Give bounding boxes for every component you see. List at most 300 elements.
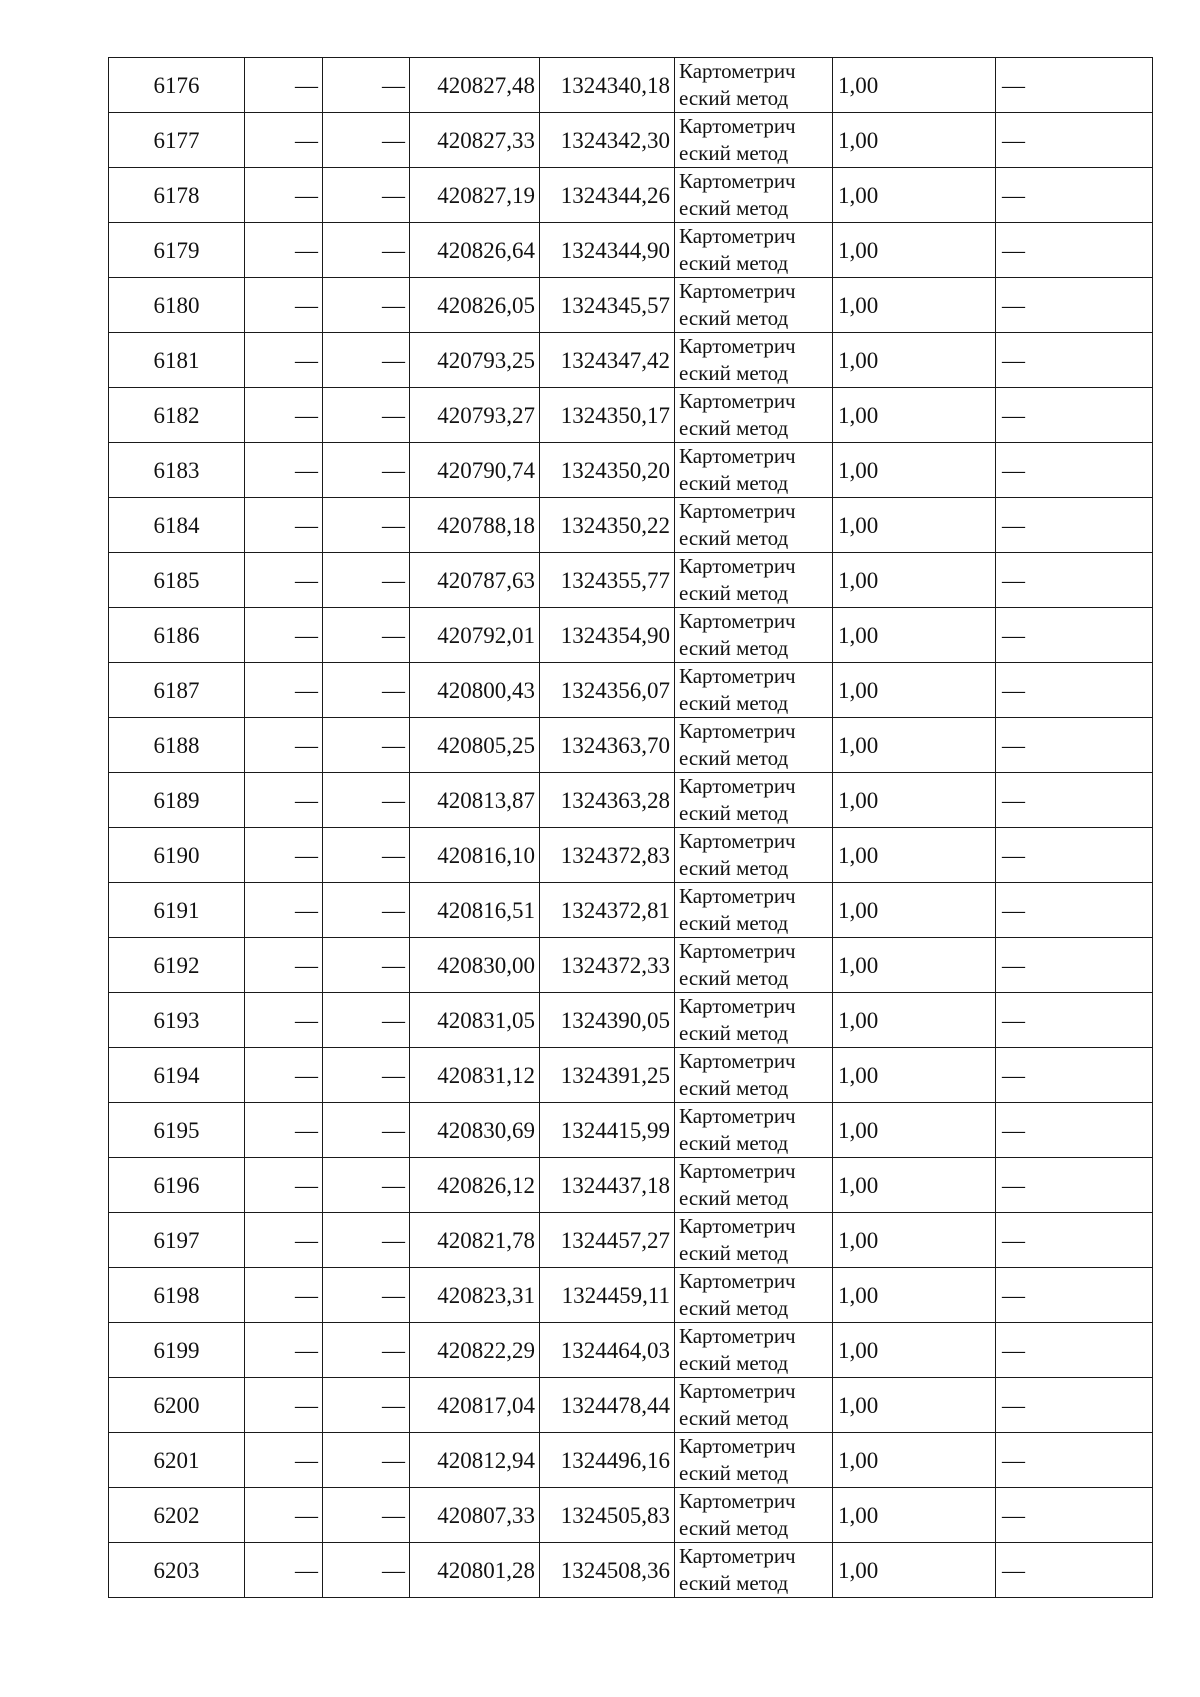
point-number-cell: 6191 bbox=[109, 883, 245, 938]
x-old-cell: — bbox=[245, 608, 323, 663]
method-line-1: Картометрич bbox=[679, 114, 796, 138]
description-cell: — bbox=[996, 608, 1153, 663]
method-line-2: еский метод bbox=[679, 1351, 789, 1375]
method-line-2: еский метод bbox=[679, 1131, 789, 1155]
method-line-1: Картометрич bbox=[679, 1104, 796, 1128]
method-line-1: Картометрич bbox=[679, 59, 796, 83]
table-row bbox=[109, 1213, 1153, 1268]
y-old-cell: — bbox=[323, 718, 410, 773]
point-number-cell: 6179 bbox=[109, 223, 245, 278]
x-old-cell: — bbox=[245, 388, 323, 443]
accuracy-cell: 1,00 bbox=[833, 883, 996, 938]
y-old-cell: — bbox=[323, 553, 410, 608]
accuracy-cell: 1,00 bbox=[833, 1213, 996, 1268]
table-row bbox=[109, 168, 1153, 223]
method-cell bbox=[675, 1213, 833, 1268]
method-line-1: Картометрич bbox=[679, 994, 796, 1018]
description-cell: — bbox=[996, 113, 1153, 168]
x-coordinate-cell: 420805,25 bbox=[410, 718, 540, 773]
accuracy-cell: 1,00 bbox=[833, 113, 996, 168]
x-old-cell: — bbox=[245, 58, 323, 113]
y-old-cell: — bbox=[323, 443, 410, 498]
method-cell bbox=[675, 553, 833, 608]
y-coordinate-cell: 1324355,77 bbox=[540, 553, 675, 608]
point-number-cell: 6190 bbox=[109, 828, 245, 883]
description-cell: — bbox=[996, 1048, 1153, 1103]
method-line-1: Картометрич bbox=[679, 334, 796, 358]
method-line-2: еский метод bbox=[679, 251, 789, 275]
point-number-cell: 6201 bbox=[109, 1433, 245, 1488]
method-line-2: еский метод bbox=[679, 856, 789, 880]
point-number-cell: 6177 bbox=[109, 113, 245, 168]
y-old-cell: — bbox=[323, 168, 410, 223]
x-coordinate-cell: 420826,05 bbox=[410, 278, 540, 333]
y-coordinate-cell: 1324372,83 bbox=[540, 828, 675, 883]
method-line-2: еский метод bbox=[679, 1571, 789, 1595]
accuracy-cell: 1,00 bbox=[833, 773, 996, 828]
point-number-cell: 6184 bbox=[109, 498, 245, 553]
accuracy-cell: 1,00 bbox=[833, 608, 996, 663]
description-cell: — bbox=[996, 828, 1153, 883]
y-old-cell: — bbox=[323, 1323, 410, 1378]
y-coordinate-cell: 1324350,22 bbox=[540, 498, 675, 553]
y-coordinate-cell: 1324342,30 bbox=[540, 113, 675, 168]
accuracy-cell: 1,00 bbox=[833, 1048, 996, 1103]
method-cell bbox=[675, 1433, 833, 1488]
method-line-2: еский метод bbox=[679, 636, 789, 660]
accuracy-cell: 1,00 bbox=[833, 993, 996, 1048]
y-old-cell: — bbox=[323, 58, 410, 113]
y-old-cell: — bbox=[323, 608, 410, 663]
method-cell bbox=[675, 663, 833, 718]
y-old-cell: — bbox=[323, 278, 410, 333]
x-coordinate-cell: 420831,05 bbox=[410, 993, 540, 1048]
y-old-cell: — bbox=[323, 938, 410, 993]
description-cell: — bbox=[996, 1268, 1153, 1323]
method-line-2: еский метод bbox=[679, 1296, 789, 1320]
description-cell: — bbox=[996, 58, 1153, 113]
x-coordinate-cell: 420793,27 bbox=[410, 388, 540, 443]
y-old-cell: — bbox=[323, 1048, 410, 1103]
y-old-cell: — bbox=[323, 1378, 410, 1433]
table-row bbox=[109, 58, 1153, 113]
accuracy-cell: 1,00 bbox=[833, 1488, 996, 1543]
method-line-2: еский метод bbox=[679, 86, 789, 110]
y-coordinate-cell: 1324356,07 bbox=[540, 663, 675, 718]
method-cell bbox=[675, 278, 833, 333]
accuracy-cell: 1,00 bbox=[833, 168, 996, 223]
x-coordinate-cell: 420827,33 bbox=[410, 113, 540, 168]
x-coordinate-cell: 420793,25 bbox=[410, 333, 540, 388]
table-row bbox=[109, 553, 1153, 608]
table-row bbox=[109, 113, 1153, 168]
method-line-2: еский метод bbox=[679, 1241, 789, 1265]
method-cell bbox=[675, 1048, 833, 1103]
y-old-cell: — bbox=[323, 993, 410, 1048]
y-coordinate-cell: 1324478,44 bbox=[540, 1378, 675, 1433]
method-cell bbox=[675, 223, 833, 278]
method-line-1: Картометрич bbox=[679, 1544, 796, 1568]
y-old-cell: — bbox=[323, 1103, 410, 1158]
method-line-1: Картометрич bbox=[679, 1049, 796, 1073]
method-cell bbox=[675, 938, 833, 993]
table-row bbox=[109, 608, 1153, 663]
y-coordinate-cell: 1324340,18 bbox=[540, 58, 675, 113]
point-number-cell: 6186 bbox=[109, 608, 245, 663]
description-cell: — bbox=[996, 993, 1153, 1048]
y-coordinate-cell: 1324344,26 bbox=[540, 168, 675, 223]
x-coordinate-cell: 420816,51 bbox=[410, 883, 540, 938]
point-number-cell: 6199 bbox=[109, 1323, 245, 1378]
method-cell bbox=[675, 113, 833, 168]
method-cell bbox=[675, 828, 833, 883]
x-coordinate-cell: 420826,12 bbox=[410, 1158, 540, 1213]
method-cell bbox=[675, 168, 833, 223]
accuracy-cell: 1,00 bbox=[833, 1433, 996, 1488]
description-cell: — bbox=[996, 1213, 1153, 1268]
x-old-cell: — bbox=[245, 278, 323, 333]
method-line-2: еский метод bbox=[679, 1516, 789, 1540]
accuracy-cell: 1,00 bbox=[833, 1323, 996, 1378]
table-row bbox=[109, 388, 1153, 443]
accuracy-cell: 1,00 bbox=[833, 1543, 996, 1598]
method-line-1: Картометрич bbox=[679, 279, 796, 303]
method-cell bbox=[675, 883, 833, 938]
method-cell bbox=[675, 718, 833, 773]
method-cell bbox=[675, 333, 833, 388]
method-cell bbox=[675, 1543, 833, 1598]
accuracy-cell: 1,00 bbox=[833, 58, 996, 113]
y-old-cell: — bbox=[323, 1543, 410, 1598]
y-coordinate-cell: 1324459,11 bbox=[540, 1268, 675, 1323]
x-coordinate-cell: 420830,00 bbox=[410, 938, 540, 993]
description-cell: — bbox=[996, 1103, 1153, 1158]
accuracy-cell: 1,00 bbox=[833, 223, 996, 278]
x-coordinate-cell: 420787,63 bbox=[410, 553, 540, 608]
method-line-2: еский метод bbox=[679, 416, 789, 440]
y-old-cell: — bbox=[323, 388, 410, 443]
accuracy-cell: 1,00 bbox=[833, 828, 996, 883]
x-old-cell: — bbox=[245, 1158, 323, 1213]
y-coordinate-cell: 1324496,16 bbox=[540, 1433, 675, 1488]
x-coordinate-cell: 420801,28 bbox=[410, 1543, 540, 1598]
method-line-1: Картометрич bbox=[679, 444, 796, 468]
x-old-cell: — bbox=[245, 1103, 323, 1158]
x-coordinate-cell: 420816,10 bbox=[410, 828, 540, 883]
x-coordinate-cell: 420792,01 bbox=[410, 608, 540, 663]
y-coordinate-cell: 1324350,17 bbox=[540, 388, 675, 443]
y-old-cell: — bbox=[323, 663, 410, 718]
y-coordinate-cell: 1324363,28 bbox=[540, 773, 675, 828]
table-row bbox=[109, 1323, 1153, 1378]
method-cell bbox=[675, 993, 833, 1048]
x-coordinate-cell: 420831,12 bbox=[410, 1048, 540, 1103]
description-cell: — bbox=[996, 223, 1153, 278]
description-cell: — bbox=[996, 333, 1153, 388]
method-cell bbox=[675, 1103, 833, 1158]
x-old-cell: — bbox=[245, 1323, 323, 1378]
x-old-cell: — bbox=[245, 333, 323, 388]
method-line-2: еский метод bbox=[679, 526, 789, 550]
method-line-1: Картометрич bbox=[679, 499, 796, 523]
coordinates-table bbox=[108, 57, 1153, 1598]
point-number-cell: 6187 bbox=[109, 663, 245, 718]
accuracy-cell: 1,00 bbox=[833, 1268, 996, 1323]
point-number-cell: 6188 bbox=[109, 718, 245, 773]
method-cell bbox=[675, 1158, 833, 1213]
x-old-cell: — bbox=[245, 443, 323, 498]
x-coordinate-cell: 420812,94 bbox=[410, 1433, 540, 1488]
x-coordinate-cell: 420827,48 bbox=[410, 58, 540, 113]
method-line-2: еский метод bbox=[679, 801, 789, 825]
description-cell: — bbox=[996, 1158, 1153, 1213]
x-old-cell: — bbox=[245, 993, 323, 1048]
x-coordinate-cell: 420790,74 bbox=[410, 443, 540, 498]
method-cell bbox=[675, 773, 833, 828]
accuracy-cell: 1,00 bbox=[833, 1378, 996, 1433]
point-number-cell: 6198 bbox=[109, 1268, 245, 1323]
point-number-cell: 6200 bbox=[109, 1378, 245, 1433]
table-row bbox=[109, 883, 1153, 938]
method-line-1: Картометрич bbox=[679, 224, 796, 248]
table-row bbox=[109, 223, 1153, 278]
table-row bbox=[109, 333, 1153, 388]
y-coordinate-cell: 1324391,25 bbox=[540, 1048, 675, 1103]
method-line-1: Картометрич bbox=[679, 1489, 796, 1513]
x-coordinate-cell: 420821,78 bbox=[410, 1213, 540, 1268]
accuracy-cell: 1,00 bbox=[833, 1103, 996, 1158]
method-line-1: Картометрич bbox=[679, 719, 796, 743]
x-old-cell: — bbox=[245, 1488, 323, 1543]
x-coordinate-cell: 420788,18 bbox=[410, 498, 540, 553]
method-line-1: Картометрич bbox=[679, 554, 796, 578]
method-cell bbox=[675, 1323, 833, 1378]
y-old-cell: — bbox=[323, 223, 410, 278]
description-cell: — bbox=[996, 168, 1153, 223]
y-coordinate-cell: 1324350,20 bbox=[540, 443, 675, 498]
point-number-cell: 6181 bbox=[109, 333, 245, 388]
x-old-cell: — bbox=[245, 1048, 323, 1103]
x-old-cell: — bbox=[245, 1543, 323, 1598]
accuracy-cell: 1,00 bbox=[833, 498, 996, 553]
description-cell: — bbox=[996, 1543, 1153, 1598]
x-coordinate-cell: 420813,87 bbox=[410, 773, 540, 828]
method-line-2: еский метод bbox=[679, 581, 789, 605]
table-row bbox=[109, 1378, 1153, 1433]
table-row bbox=[109, 443, 1153, 498]
point-number-cell: 6182 bbox=[109, 388, 245, 443]
x-old-cell: — bbox=[245, 773, 323, 828]
method-line-2: еский метод bbox=[679, 306, 789, 330]
x-coordinate-cell: 420826,64 bbox=[410, 223, 540, 278]
x-coordinate-cell: 420817,04 bbox=[410, 1378, 540, 1433]
description-cell: — bbox=[996, 718, 1153, 773]
y-coordinate-cell: 1324437,18 bbox=[540, 1158, 675, 1213]
description-cell: — bbox=[996, 443, 1153, 498]
description-cell: — bbox=[996, 1433, 1153, 1488]
x-coordinate-cell: 420827,19 bbox=[410, 168, 540, 223]
y-coordinate-cell: 1324505,83 bbox=[540, 1488, 675, 1543]
method-line-2: еский метод bbox=[679, 691, 789, 715]
method-line-1: Картометрич bbox=[679, 884, 796, 908]
description-cell: — bbox=[996, 1378, 1153, 1433]
method-cell bbox=[675, 1488, 833, 1543]
method-line-1: Картометрич bbox=[679, 1159, 796, 1183]
y-old-cell: — bbox=[323, 333, 410, 388]
description-cell: — bbox=[996, 498, 1153, 553]
y-coordinate-cell: 1324464,03 bbox=[540, 1323, 675, 1378]
y-old-cell: — bbox=[323, 1488, 410, 1543]
point-number-cell: 6192 bbox=[109, 938, 245, 993]
x-coordinate-cell: 420830,69 bbox=[410, 1103, 540, 1158]
y-coordinate-cell: 1324344,90 bbox=[540, 223, 675, 278]
table-row bbox=[109, 938, 1153, 993]
table-row bbox=[109, 828, 1153, 883]
method-line-1: Картометрич bbox=[679, 389, 796, 413]
x-coordinate-cell: 420800,43 bbox=[410, 663, 540, 718]
y-old-cell: — bbox=[323, 498, 410, 553]
method-cell bbox=[675, 388, 833, 443]
y-coordinate-cell: 1324457,27 bbox=[540, 1213, 675, 1268]
accuracy-cell: 1,00 bbox=[833, 333, 996, 388]
table-row bbox=[109, 1488, 1153, 1543]
description-cell: — bbox=[996, 938, 1153, 993]
point-number-cell: 6176 bbox=[109, 58, 245, 113]
method-line-2: еский метод bbox=[679, 966, 789, 990]
point-number-cell: 6193 bbox=[109, 993, 245, 1048]
point-number-cell: 6196 bbox=[109, 1158, 245, 1213]
x-old-cell: — bbox=[245, 223, 323, 278]
y-old-cell: — bbox=[323, 828, 410, 883]
method-line-2: еский метод bbox=[679, 911, 789, 935]
point-number-cell: 6183 bbox=[109, 443, 245, 498]
x-old-cell: — bbox=[245, 113, 323, 168]
method-line-2: еский метод bbox=[679, 746, 789, 770]
table-row bbox=[109, 1543, 1153, 1598]
y-coordinate-cell: 1324415,99 bbox=[540, 1103, 675, 1158]
table-row bbox=[109, 1433, 1153, 1488]
description-cell: — bbox=[996, 1323, 1153, 1378]
x-coordinate-cell: 420823,31 bbox=[410, 1268, 540, 1323]
x-old-cell: — bbox=[245, 1213, 323, 1268]
accuracy-cell: 1,00 bbox=[833, 388, 996, 443]
y-coordinate-cell: 1324345,57 bbox=[540, 278, 675, 333]
method-line-2: еский метод bbox=[679, 196, 789, 220]
method-line-1: Картометрич bbox=[679, 609, 796, 633]
description-cell: — bbox=[996, 1488, 1153, 1543]
method-line-2: еский метод bbox=[679, 1406, 789, 1430]
accuracy-cell: 1,00 bbox=[833, 553, 996, 608]
point-number-cell: 6180 bbox=[109, 278, 245, 333]
accuracy-cell: 1,00 bbox=[833, 663, 996, 718]
description-cell: — bbox=[996, 278, 1153, 333]
x-old-cell: — bbox=[245, 883, 323, 938]
description-cell: — bbox=[996, 773, 1153, 828]
method-line-2: еский метод bbox=[679, 1186, 789, 1210]
accuracy-cell: 1,00 bbox=[833, 938, 996, 993]
method-cell bbox=[675, 443, 833, 498]
method-cell bbox=[675, 1378, 833, 1433]
table-row bbox=[109, 718, 1153, 773]
y-old-cell: — bbox=[323, 1158, 410, 1213]
method-line-1: Картометрич bbox=[679, 169, 796, 193]
y-coordinate-cell: 1324390,05 bbox=[540, 993, 675, 1048]
description-cell: — bbox=[996, 388, 1153, 443]
method-line-1: Картометрич bbox=[679, 829, 796, 853]
method-line-1: Картометрич bbox=[679, 1214, 796, 1238]
point-number-cell: 6189 bbox=[109, 773, 245, 828]
x-old-cell: — bbox=[245, 1433, 323, 1488]
x-old-cell: — bbox=[245, 828, 323, 883]
x-old-cell: — bbox=[245, 498, 323, 553]
table-row bbox=[109, 663, 1153, 718]
point-number-cell: 6202 bbox=[109, 1488, 245, 1543]
table-row bbox=[109, 1268, 1153, 1323]
y-old-cell: — bbox=[323, 773, 410, 828]
table-row bbox=[109, 1158, 1153, 1213]
x-old-cell: — bbox=[245, 718, 323, 773]
y-coordinate-cell: 1324363,70 bbox=[540, 718, 675, 773]
table-body bbox=[109, 58, 1153, 1598]
method-cell bbox=[675, 1268, 833, 1323]
method-line-1: Картометрич bbox=[679, 939, 796, 963]
table-row bbox=[109, 1103, 1153, 1158]
x-coordinate-cell: 420822,29 bbox=[410, 1323, 540, 1378]
y-old-cell: — bbox=[323, 1268, 410, 1323]
description-cell: — bbox=[996, 663, 1153, 718]
x-old-cell: — bbox=[245, 553, 323, 608]
y-coordinate-cell: 1324372,33 bbox=[540, 938, 675, 993]
method-line-2: еский метод bbox=[679, 141, 789, 165]
y-old-cell: — bbox=[323, 113, 410, 168]
x-coordinate-cell: 420807,33 bbox=[410, 1488, 540, 1543]
x-old-cell: — bbox=[245, 938, 323, 993]
point-number-cell: 6203 bbox=[109, 1543, 245, 1598]
method-cell bbox=[675, 498, 833, 553]
description-cell: — bbox=[996, 553, 1153, 608]
table-row bbox=[109, 773, 1153, 828]
point-number-cell: 6178 bbox=[109, 168, 245, 223]
accuracy-cell: 1,00 bbox=[833, 278, 996, 333]
table-row bbox=[109, 278, 1153, 333]
x-old-cell: — bbox=[245, 663, 323, 718]
table-row bbox=[109, 1048, 1153, 1103]
method-line-1: Картометрич bbox=[679, 1434, 796, 1458]
x-old-cell: — bbox=[245, 1378, 323, 1433]
y-coordinate-cell: 1324508,36 bbox=[540, 1543, 675, 1598]
method-line-2: еский метод bbox=[679, 1021, 789, 1045]
y-old-cell: — bbox=[323, 883, 410, 938]
method-line-1: Картометрич bbox=[679, 1324, 796, 1348]
y-coordinate-cell: 1324354,90 bbox=[540, 608, 675, 663]
y-old-cell: — bbox=[323, 1213, 410, 1268]
x-old-cell: — bbox=[245, 168, 323, 223]
method-line-2: еский метод bbox=[679, 361, 789, 385]
point-number-cell: 6185 bbox=[109, 553, 245, 608]
method-cell bbox=[675, 58, 833, 113]
method-line-1: Картометрич bbox=[679, 1269, 796, 1293]
accuracy-cell: 1,00 bbox=[833, 443, 996, 498]
y-old-cell: — bbox=[323, 1433, 410, 1488]
table-row bbox=[109, 993, 1153, 1048]
point-number-cell: 6195 bbox=[109, 1103, 245, 1158]
point-number-cell: 6197 bbox=[109, 1213, 245, 1268]
method-line-1: Картометрич bbox=[679, 1379, 796, 1403]
method-line-1: Картометрич bbox=[679, 664, 796, 688]
accuracy-cell: 1,00 bbox=[833, 718, 996, 773]
description-cell: — bbox=[996, 883, 1153, 938]
x-old-cell: — bbox=[245, 1268, 323, 1323]
